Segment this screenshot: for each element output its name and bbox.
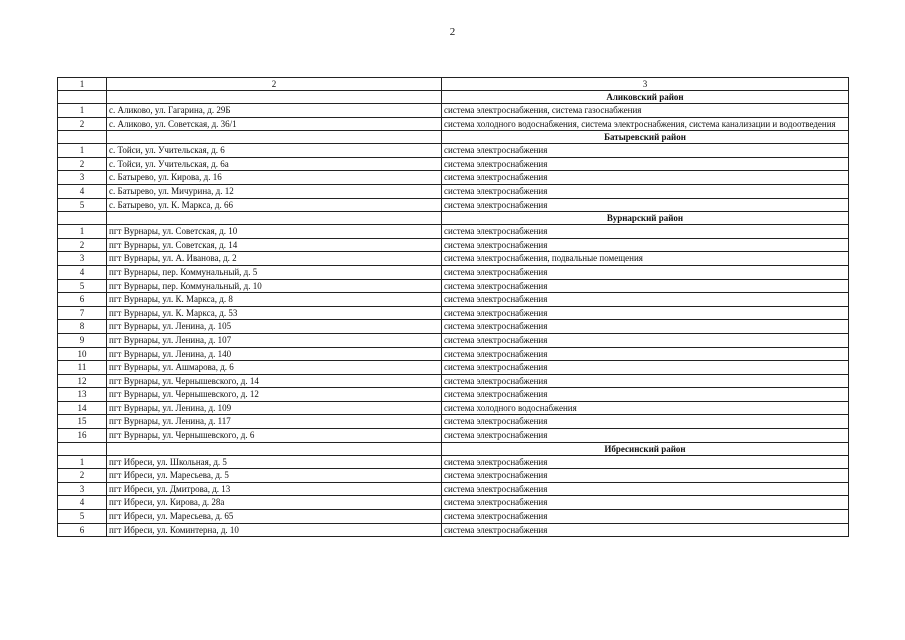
row-systems: система электроснабжения	[442, 144, 849, 158]
section-empty-cell	[58, 442, 107, 455]
row-number: 5	[58, 279, 107, 293]
table-row	[58, 333, 849, 347]
row-address: пгт Вурнары, ул. Ленина, д. 140	[107, 347, 442, 361]
row-address: пгт Ибреси, ул. Кирова, д. 28а	[107, 496, 442, 510]
row-number: 1	[58, 225, 107, 239]
row-systems: система электроснабжения	[442, 361, 849, 375]
row-address: с. Батырево, ул. Кирова, д. 16	[107, 171, 442, 185]
section-empty-cell	[58, 131, 107, 144]
table-row	[58, 361, 849, 375]
table-row	[58, 184, 849, 198]
row-address: пгт Вурнары, ул. Ленина, д. 107	[107, 333, 442, 347]
header-col-1: 1	[58, 78, 107, 91]
row-systems: система электроснабжения	[442, 510, 849, 524]
row-systems: система электроснабжения	[442, 455, 849, 469]
table-row	[58, 238, 849, 252]
row-number: 2	[58, 117, 107, 131]
row-address: пгт Вурнары, ул. Чернышевского, д. 6	[107, 429, 442, 443]
table-row	[58, 496, 849, 510]
row-address: пгт Вурнары, ул. А. Иванова, д. 2	[107, 252, 442, 266]
row-systems: система электроснабжения	[442, 333, 849, 347]
row-number: 5	[58, 510, 107, 524]
row-address: пгт Вурнары, пер. Коммунальный, д. 5	[107, 265, 442, 279]
row-address: пгт Вурнары, ул. К. Маркса, д. 53	[107, 306, 442, 320]
table-row	[58, 401, 849, 415]
section-empty-cell	[107, 131, 442, 144]
row-number: 4	[58, 184, 107, 198]
section-row	[58, 91, 849, 104]
row-systems: система электроснабжения	[442, 198, 849, 212]
row-address: пгт Вурнары, ул. Ленина, д. 117	[107, 415, 442, 429]
row-address: с. Батырево, ул. Мичурина, д. 12	[107, 184, 442, 198]
table-row	[58, 510, 849, 524]
row-systems: система электроснабжения	[442, 429, 849, 443]
row-address: пгт Вурнары, ул. Советская, д. 14	[107, 238, 442, 252]
section-title: Вурнарский район	[442, 212, 849, 225]
row-address: пгт Вурнары, ул. Советская, д. 10	[107, 225, 442, 239]
section-empty-cell	[58, 91, 107, 104]
table-row	[58, 455, 849, 469]
header-col-2: 2	[107, 78, 442, 91]
table-row	[58, 374, 849, 388]
section-empty-cell	[107, 91, 442, 104]
row-address: пгт Ибреси, ул. Школьная, д. 5	[107, 455, 442, 469]
row-number: 3	[58, 171, 107, 185]
header-col-3: 3	[442, 78, 849, 91]
row-number: 1	[58, 104, 107, 118]
row-address: пгт Вурнары, ул. Ленина, д. 105	[107, 320, 442, 334]
page-number: 2	[449, 26, 456, 38]
row-address: пгт Ибреси, ул. Коминтерна, д. 10	[107, 523, 442, 537]
row-systems: система электроснабжения	[442, 374, 849, 388]
table-row	[58, 293, 849, 307]
row-number: 3	[58, 252, 107, 266]
row-number: 8	[58, 320, 107, 334]
section-empty-cell	[58, 212, 107, 225]
table-row	[58, 144, 849, 158]
table-body	[58, 78, 849, 537]
row-address: с. Аликово, ул. Гагарина, д. 29Б	[107, 104, 442, 118]
row-address: пгт Вурнары, ул. Ленина, д. 109	[107, 401, 442, 415]
row-address: с. Тойси, ул. Учительская, д. 6	[107, 144, 442, 158]
section-row	[58, 442, 849, 455]
row-systems: система электроснабжения	[442, 496, 849, 510]
row-number: 10	[58, 347, 107, 361]
row-number: 1	[58, 455, 107, 469]
row-number: 3	[58, 482, 107, 496]
table-row	[58, 265, 849, 279]
table-row	[58, 252, 849, 266]
table-row	[58, 469, 849, 483]
row-number: 13	[58, 388, 107, 402]
row-systems: система электроснабжения	[442, 347, 849, 361]
row-number: 9	[58, 333, 107, 347]
row-number: 11	[58, 361, 107, 375]
row-systems: система электроснабжения	[442, 293, 849, 307]
row-address: пгт Вурнары, ул. К. Маркса, д. 8	[107, 293, 442, 307]
row-number: 5	[58, 198, 107, 212]
row-systems: система электроснабжения	[442, 320, 849, 334]
table-row	[58, 157, 849, 171]
row-address: пгт Вурнары, ул. Ашмарова, д. 6	[107, 361, 442, 375]
row-number: 2	[58, 157, 107, 171]
section-row	[58, 212, 849, 225]
row-address: пгт Ибреси, ул. Маресьева, д. 5	[107, 469, 442, 483]
table-row	[58, 347, 849, 361]
table-row	[58, 279, 849, 293]
buildings-table	[57, 77, 849, 537]
section-title: Ибресинский район	[442, 442, 849, 455]
row-systems: система электроснабжения	[442, 157, 849, 171]
table-row	[58, 388, 849, 402]
table-row	[58, 225, 849, 239]
row-address: с. Батырево, ул. К. Маркса, д. 66	[107, 198, 442, 212]
row-number: 1	[58, 144, 107, 158]
row-address: с. Тойси, ул. Учительская, д. 6а	[107, 157, 442, 171]
row-address: пгт Вурнары, ул. Чернышевского, д. 14	[107, 374, 442, 388]
row-systems: система электроснабжения	[442, 306, 849, 320]
row-address: пгт Вурнары, пер. Коммунальный, д. 10	[107, 279, 442, 293]
row-number: 7	[58, 306, 107, 320]
section-empty-cell	[107, 212, 442, 225]
row-number: 2	[58, 469, 107, 483]
table-row	[58, 429, 849, 443]
row-systems: система электроснабжения	[442, 469, 849, 483]
row-address: с. Аликово, ул. Советская, д. 36/1	[107, 117, 442, 131]
section-title: Батыревский район	[442, 131, 849, 144]
table-row	[58, 104, 849, 118]
table-row	[58, 482, 849, 496]
row-address: пгт Ибреси, ул. Маресьева, д. 65	[107, 510, 442, 524]
row-number: 6	[58, 523, 107, 537]
row-number: 4	[58, 496, 107, 510]
row-systems: система электроснабжения	[442, 415, 849, 429]
table-row	[58, 171, 849, 185]
row-number: 16	[58, 429, 107, 443]
row-systems: система электроснабжения, подвальные помещения	[442, 252, 849, 266]
row-address: пгт Вурнары, ул. Чернышевского, д. 12	[107, 388, 442, 402]
row-number: 4	[58, 265, 107, 279]
row-systems: система холодного водоснабжения, система электроснабжения, система канализации и водоотведения	[442, 117, 849, 131]
row-systems: система электроснабжения	[442, 171, 849, 185]
row-systems: система электроснабжения	[442, 225, 849, 239]
row-address: пгт Ибреси, ул. Дмитрова, д. 13	[107, 482, 442, 496]
section-title: Аликовский район	[442, 91, 849, 104]
table-row	[58, 198, 849, 212]
row-systems: система электроснабжения	[442, 279, 849, 293]
row-number: 12	[58, 374, 107, 388]
row-systems: система электроснабжения, система газоснабжения	[442, 104, 849, 118]
section-row	[58, 131, 849, 144]
row-number: 14	[58, 401, 107, 415]
row-systems: система электроснабжения	[442, 238, 849, 252]
row-systems: система электроснабжения	[442, 265, 849, 279]
section-empty-cell	[107, 442, 442, 455]
row-number: 2	[58, 238, 107, 252]
row-systems: система электроснабжения	[442, 523, 849, 537]
row-systems: система электроснабжения	[442, 388, 849, 402]
table-row	[58, 306, 849, 320]
table-row	[58, 523, 849, 537]
table-header-row	[58, 78, 849, 91]
row-systems: система электроснабжения	[442, 184, 849, 198]
row-number: 6	[58, 293, 107, 307]
row-systems: система холодного водоснабжения	[442, 401, 849, 415]
row-number: 15	[58, 415, 107, 429]
table-row	[58, 320, 849, 334]
table-row	[58, 415, 849, 429]
table-row	[58, 117, 849, 131]
row-systems: система электроснабжения	[442, 482, 849, 496]
